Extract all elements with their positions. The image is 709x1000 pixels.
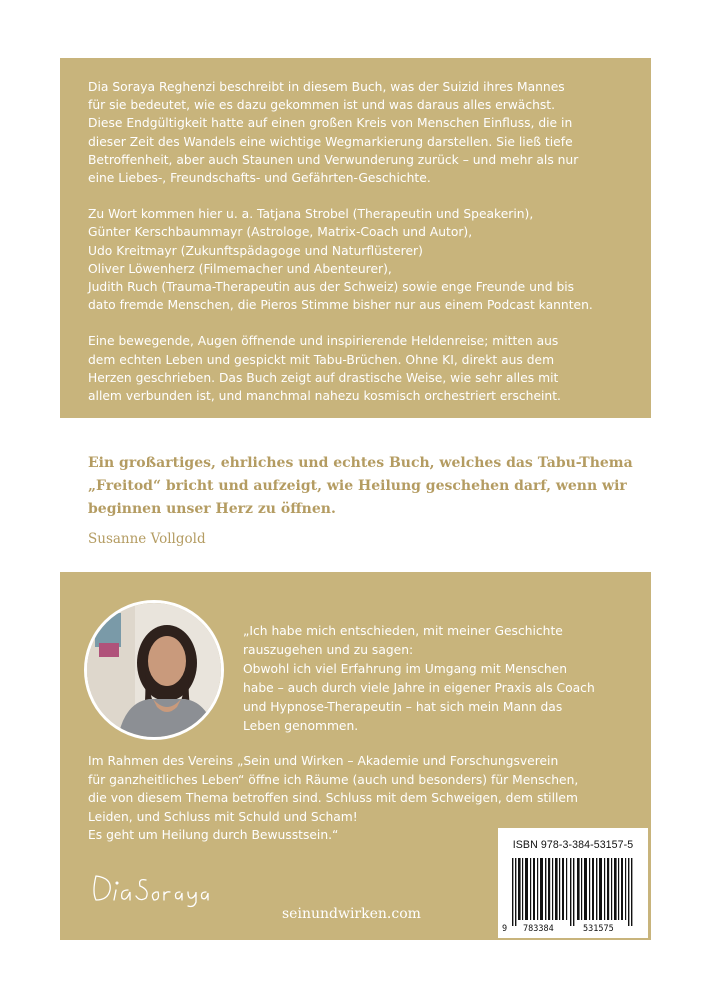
barcode-icon — [506, 858, 640, 926]
text-line: Günter Kerschbaummayr (Astrologe, Matrix-Coach und Autor), — [88, 225, 473, 240]
text-line: die von diesem Thema betroffen sind. Schluss mit dem Schweigen, dem stillem — [88, 791, 578, 805]
text-line: habe – auch durch viele Jahre in eigener Praxis als Coach — [243, 681, 595, 695]
text-line: Obwohl ich viel Erfahrung im Umgang mit Menschen — [243, 662, 568, 676]
text-line: Udo Kreitmayr (Zukunftspädagoge und Naturflüsterer) — [88, 243, 423, 258]
isbn-label: ISBN 978-3-384-53157-5 — [512, 839, 634, 851]
description-paragraph-2 — [88, 205, 623, 314]
website-link[interactable]: seinundwirken.com — [282, 906, 421, 922]
text-line: beginnen unser Herz zu öffnen. — [88, 501, 336, 517]
testimonial-author: Susanne Vollgold — [88, 531, 206, 547]
description-panel — [60, 58, 651, 418]
isbn-barcode-box — [498, 828, 648, 938]
description-paragraph-1 — [88, 78, 623, 187]
text-line: eine Liebes-, Freundschafts- und Gefährten-Geschichte. — [88, 171, 431, 186]
text-line: Judith Ruch (Trauma-Therapeutin aus der Schweiz) sowie enge Freunde und bis — [88, 280, 575, 295]
text-line: Zu Wort kommen hier u. a. Tatjana Strobel (Therapeutin und Speakerin), — [88, 207, 534, 222]
text-line: Leiden, und Schluss mit Schuld und Scham! — [88, 809, 358, 824]
author-quote — [243, 622, 633, 736]
text-line: „Ich habe mich entschieden, mit meiner Geschichte — [243, 624, 563, 638]
text-line: Oliver Löwenherz (Filmemacher und Abenteurer), — [88, 261, 392, 276]
text-line: dem echten Leben und gespickt mit Tabu-Brüchen. Ohne KI, direkt aus dem — [88, 352, 555, 367]
text-line: Diese Endgültigkeit hatte auf einen großen Kreis von Menschen Einfluss, die in — [88, 116, 573, 131]
text-line: für ganzheitliches Leben“ öffne ich Räume (auch und besonders) für Menschen, — [88, 772, 579, 787]
text-line: Dia Soraya Reghenzi beschreibt in diesem Buch, was der Suizid ihres Mannes — [88, 80, 565, 94]
text-line: Herzen geschrieben. Das Buch zeigt auf drastische Weise, wie sehr alles mit — [88, 370, 559, 385]
barcode-digit-lead: 9 — [502, 924, 508, 934]
testimonial — [88, 452, 648, 547]
text-line: Leben genommen. — [243, 719, 359, 733]
text-line: „Freitod“ bricht und aufzeigt, wie Heilung geschehen darf, wenn wir — [88, 478, 627, 494]
text-line: dieser Zeit des Wandels eine wichtige Wegmarkierung darstellen. Sie ließ tiefe — [88, 134, 573, 149]
signature-logo — [90, 868, 210, 908]
barcode-digits-right: 531575 — [583, 924, 614, 934]
text-line: und Hypnose-Therapeutin – hat sich mein Mann das — [243, 700, 563, 714]
barcode-digits-left: 783384 — [523, 924, 554, 934]
text-line: Eine bewegende, Augen öffnende und inspirierende Heldenreise; mitten aus — [88, 334, 559, 349]
text-line: Im Rahmen des Vereins „Sein und Wirken – Akademie und Forschungsverein — [88, 754, 559, 768]
author-panel — [60, 572, 651, 940]
portrait-image — [87, 603, 224, 740]
testimonial-quote — [88, 452, 648, 521]
description-paragraph-3 — [88, 332, 623, 405]
text-line: Ein großartiges, ehrliches und echtes Buch, welches das Tabu-Thema — [88, 455, 633, 471]
text-line: allem verbunden ist, und manchmal nahezu kosmisch orchestriert erscheint. — [88, 389, 561, 404]
text-line: Betroffenheit, aber auch Staunen und Verwunderung zurück – und mehr als nur — [88, 152, 579, 167]
text-line: Es geht um Heilung durch Bewusstsein.“ — [88, 828, 339, 842]
text-line: dato fremde Menschen, die Pieros Stimme bisher nur aus einem Podcast kannten. — [88, 298, 593, 313]
text-line: rauszugehen und zu sagen: — [243, 643, 414, 657]
author-portrait — [84, 600, 224, 740]
text-line: für sie bedeutet, wie es dazu gekommen ist und was daraus alles erwächst. — [88, 98, 556, 113]
